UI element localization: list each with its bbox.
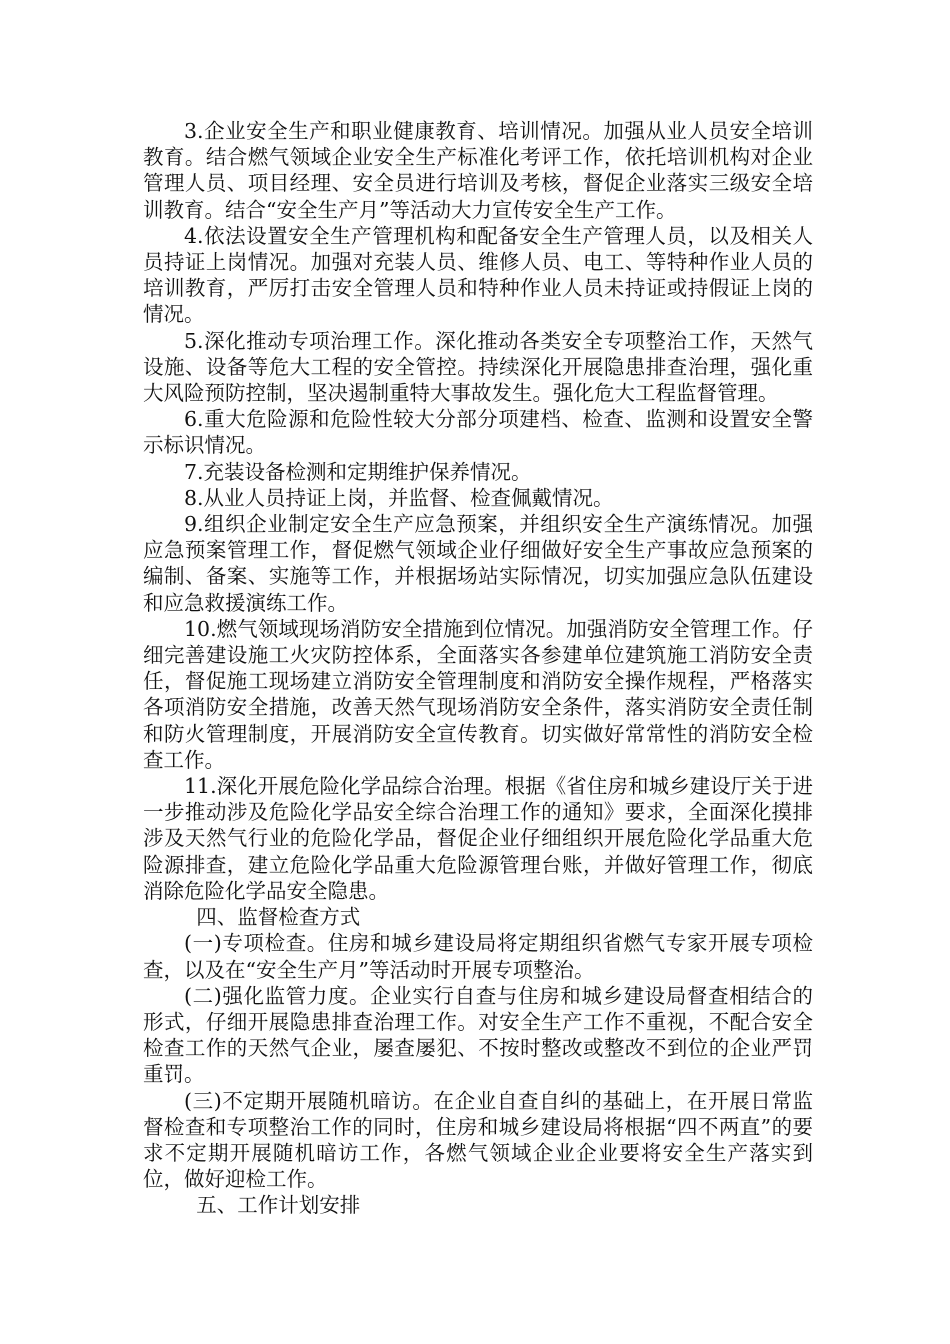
section-heading-supervision-methods: 四、监督检查方式 [196,905,361,930]
paragraph-item-11-hazardous-chemicals: 11.深化开展危险化学品综合治理。根据《省住房和城乡建设厅关于进一步推动涉及危险化学品安全综合治理工作的通知》要求，全面深化摸排涉及天然气行业的危险化学品，督促企业仔细组织开展危险化学品重大危险源排查，建立危险化学品重大危险源管理台账，并做好管理工作，彻底消除危险化学品安全隐患。 [143,774,813,903]
paragraph-strengthen-supervision: (二)强化监管力度。企业实行自查与住房和城乡建设局督查相结合的形式，仔细开展隐患排查治理工作。对安全生产工作不重视，不配合安全检查工作的天然气企业，屡查屡犯、不按时整改或整改不到位的企业严罚重罚。 [143,983,813,1087]
paragraph-item-4-management-staff: 4.依法设置安全生产管理机构和配备安全生产管理人员，以及相关人员持证上岗情况。加强对充装人员、维修人员、电工、等特种作业人员的培训教育，严厉打击安全管理人员和特种作业人员未持证或持假证上岗的情况。 [143,223,813,327]
section-heading-work-plan: 五、工作计划安排 [196,1193,361,1218]
paragraph-item-5-special-governance: 5.深化推动专项治理工作。深化推动各类安全专项整治工作，天然气设施、设备等危大工程的安全管控。持续深化开展隐患排查治理，强化重大风险预防控制，坚决遏制重特大事故发生。强化危大工程监督管理。 [143,328,813,406]
paragraph-item-8-certification: 8.从业人员持证上岗，并监督、检查佩戴情况。 [184,485,614,510]
paragraph-item-7-equipment-inspection: 7.充装设备检测和定期维护保养情况。 [184,459,532,484]
paragraph-item-10-fire-safety: 10.燃气领域现场消防安全措施到位情况。加强消防安全管理工作。仔细完善建设施工火灾防控体系，全面落实各参建单位建筑施工消防安全责任，督促施工现场建立消防安全管理制度和消防安全操作规程，严格落实各项消防安全措施，改善天然气现场消防安全条件，落实消防安全责任制和防火管理制度，开展消防安全宣传教育。切实做好常常性的消防安全检查工作。 [143,616,813,772]
paragraph-item-6-hazard-sources: 6.重大危险源和危险性较大分部分项建档、检查、监测和设置安全警示标识情况。 [143,407,813,458]
paragraph-item-3-training: 3.企业安全生产和职业健康教育、培训情况。加强从业人员安全培训教育。结合燃气领域企业安全生产标准化考评工作，依托培训机构对企业管理人员、项目经理、安全员进行培训及考核，督促企业落实三级安全培训教育。结合“安全生产月”等活动大力宣传安全生产工作。 [143,119,813,222]
paragraph-item-9-emergency-plan: 9.组织企业制定安全生产应急预案，并组织安全生产演练情况。加强应急预案管理工作，督促燃气领域企业仔细做好安全生产事故应急预案的编制、备案、实施等工作，并根据场站实际情况，切实加强应急队伍建设和应急救援演练工作。 [143,512,813,615]
paragraph-random-visits: (三)不定期开展随机暗访。在企业自查自纠的基础上，在开展日常监督检查和专项整治工作的同时，住房和城乡建设局将根据“四不两直”的要求不定期开展随机暗访工作，各燃气领域企业企业要将安全生产落实到位，做好迎检工作。 [143,1088,813,1192]
document-body [143,118,813,1219]
paragraph-special-inspection: (一)专项检查。住房和城乡建设局将定期组织省燃气专家开展专项检查，以及在“安全生产月”等活动时开展专项整治。 [143,931,813,982]
